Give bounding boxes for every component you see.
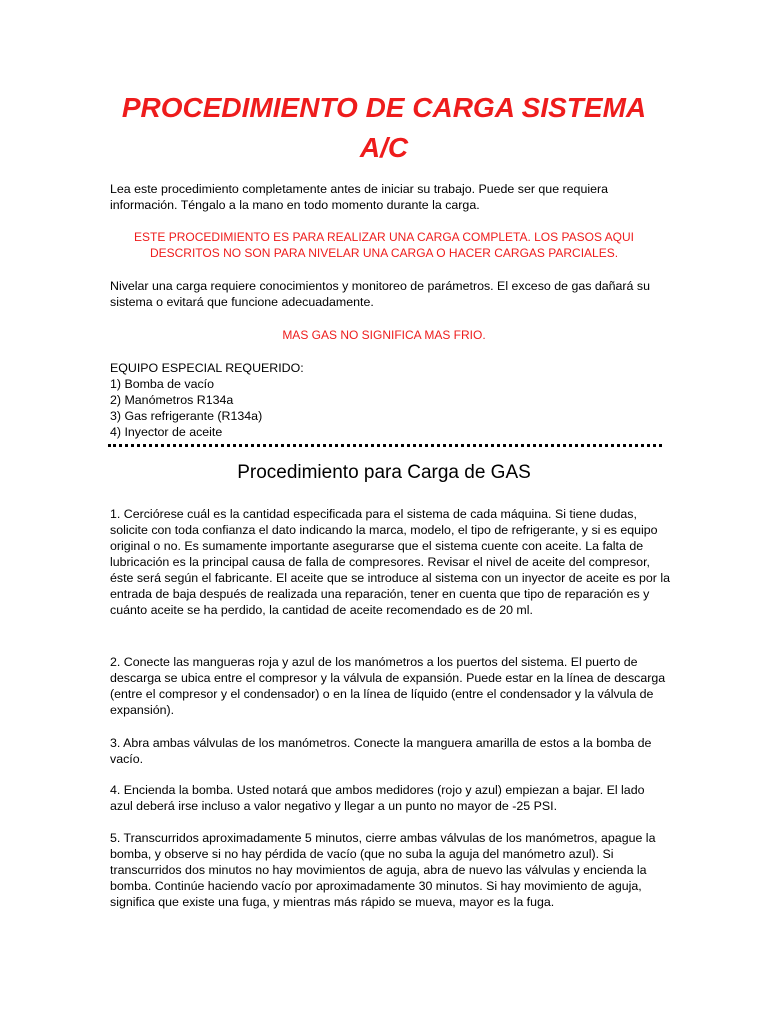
step-1: 1. Cerciórese cuál es la cantidad especificada para el sistema de cada máquina. Si tiene dudas, solicite con toda confianza el dato indicando la marca, modelo, el tipo de refrigerante, y si es equipo original o no. Es sumamente importante asegurarse que el sistema cuente con aceite. La falta de lubricación es la principal causa de falla de compresores. Revisar el nivel de aceite del compresor, éste será según el fabricante. El aceite que se introduce al sistema con un inyector de aceite es por la entrada de baja después de realizada una reparación, tener en cuenta que tipo de reparación es y cuánto aceite se ha perdido, la cantidad de aceite recomendado es de 20 ml. — [110, 507, 670, 617]
page-title — [60, 88, 708, 168]
equipment-item: 4) Inyector de aceite — [110, 425, 223, 439]
section-title: Procedimiento para Carga de GAS — [237, 462, 531, 483]
mas-gas-notice: MAS GAS NO SIGNIFICA MAS FRIO. — [282, 328, 486, 342]
nivelar-paragraph: Nivelar una carga requiere conocimientos y monitoreo de parámetros. El exceso de gas dañará su sistema o evitará que funcione adecuadamente. — [110, 279, 650, 309]
warning-line-2: DESCRITOS NO SON PARA NIVELAR UNA CARGA O HACER CARGAS PARCIALES. — [149, 246, 619, 260]
equipment-item: 2) Manómetros R134a — [110, 393, 234, 407]
step-3: 3. Abra ambas válvulas de los manómetros. Conecte la manguera amarilla de estos a la bomba de vacío. — [110, 736, 652, 766]
equipment-item: 1) Bomba de vacío — [110, 377, 215, 391]
equipment-list — [110, 360, 658, 440]
step-5: 5. Transcurridos aproximadamente 5 minutos, cierre ambas válvulas de los manómetros, apague la bomba, y observe si no hay pérdida de vacío (que no suba la aguja del manómetro azul). Si transcurridos dos minutos no hay movimientos de aguja, abra de nuevo las válvulas y encienda la bomba. Continúe haciendo vacío por aproximadamente 30 minutos. Si hay movimiento de aguja, significa que existe una fuga, y mientras más rápido se mueva, mayor es la fuga. — [110, 831, 656, 909]
title-line-2: A/C — [359, 132, 409, 163]
title-line-1: PROCEDIMIENTO DE CARGA SISTEMA — [121, 92, 647, 123]
step-4: 4. Encienda la bomba. Usted notará que ambos medidores (rojo y azul) empiezan a bajar. El lado azul deberá irse incluso a valor negativo y llegar a un punto no mayor de -25 PSI. — [110, 783, 645, 813]
warning-line-1: ESTE PROCEDIMIENTO ES PARA REALIZAR UNA CARGA COMPLETA. LOS PASOS AQUI — [134, 230, 634, 244]
equipment-heading: EQUIPO ESPECIAL REQUERIDO: — [110, 361, 304, 375]
warning-notice — [110, 229, 658, 261]
dotted-divider — [108, 444, 662, 447]
equipment-item: 3) Gas refrigerante (R134a) — [110, 409, 263, 423]
intro-paragraph: Lea este procedimiento completamente antes de iniciar su trabajo. Puede ser que requiera información. Téngalo a la mano en todo momento durante la carga. — [110, 182, 608, 212]
step-2: 2. Conecte las mangueras roja y azul de los manómetros a los puertos del sistema. El puerto de descarga se ubica entre el compresor y la válvula de expansión. Puede estar en la línea de descarga (entre el compresor y el condensador) o en la línea de líquido (entre el condensador y la válvula de expansión). — [110, 655, 666, 717]
